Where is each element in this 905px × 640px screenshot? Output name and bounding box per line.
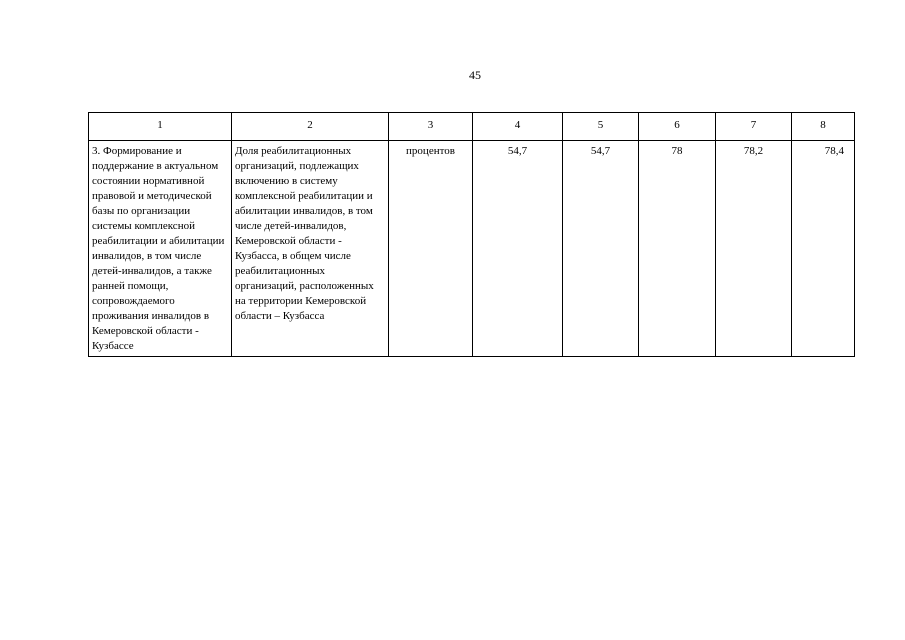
cell-unit: процентов xyxy=(389,141,473,357)
cell-value-7: 78,2 xyxy=(716,141,792,357)
table-row xyxy=(89,141,855,357)
cell-value-6: 78 xyxy=(639,141,716,357)
indicators-table xyxy=(88,112,855,357)
header-col-4: 4 xyxy=(473,113,563,141)
header-col-3: 3 xyxy=(389,113,473,141)
header-col-2: 2 xyxy=(232,113,389,141)
cell-value-5: 54,7 xyxy=(563,141,639,357)
header-col-7: 7 xyxy=(716,113,792,141)
cell-value-4: 54,7 xyxy=(473,141,563,357)
page-number: 45 xyxy=(469,68,481,82)
header-col-1: 1 xyxy=(89,113,232,141)
header-col-5: 5 xyxy=(563,113,639,141)
cell-indicator: Доля реабилитационных организаций, подлежащих включению в систему комплексной реабилитации и абилитации инвалидов, в том числе детей-инвалидов, Кемеровской области - Кузбасса, в общем числе реабилитационных организаций, расположенных на территории Кемеровской области – Кузбасса xyxy=(232,141,389,357)
cell-value-8: 78,4 xyxy=(792,141,855,357)
header-col-6: 6 xyxy=(639,113,716,141)
table-header-row xyxy=(89,113,855,141)
header-col-8: 8 xyxy=(792,113,855,141)
cell-task: 3. Формирование и поддержание в актуальном состоянии нормативной правовой и методической базы по организации системы комплексной реабилитации и абилитации инвалидов, в том числе детей-инвалидов, а также ранней помощи, сопровождаемого проживания инвалидов в Кемеровской области - Кузбассе xyxy=(89,141,232,357)
